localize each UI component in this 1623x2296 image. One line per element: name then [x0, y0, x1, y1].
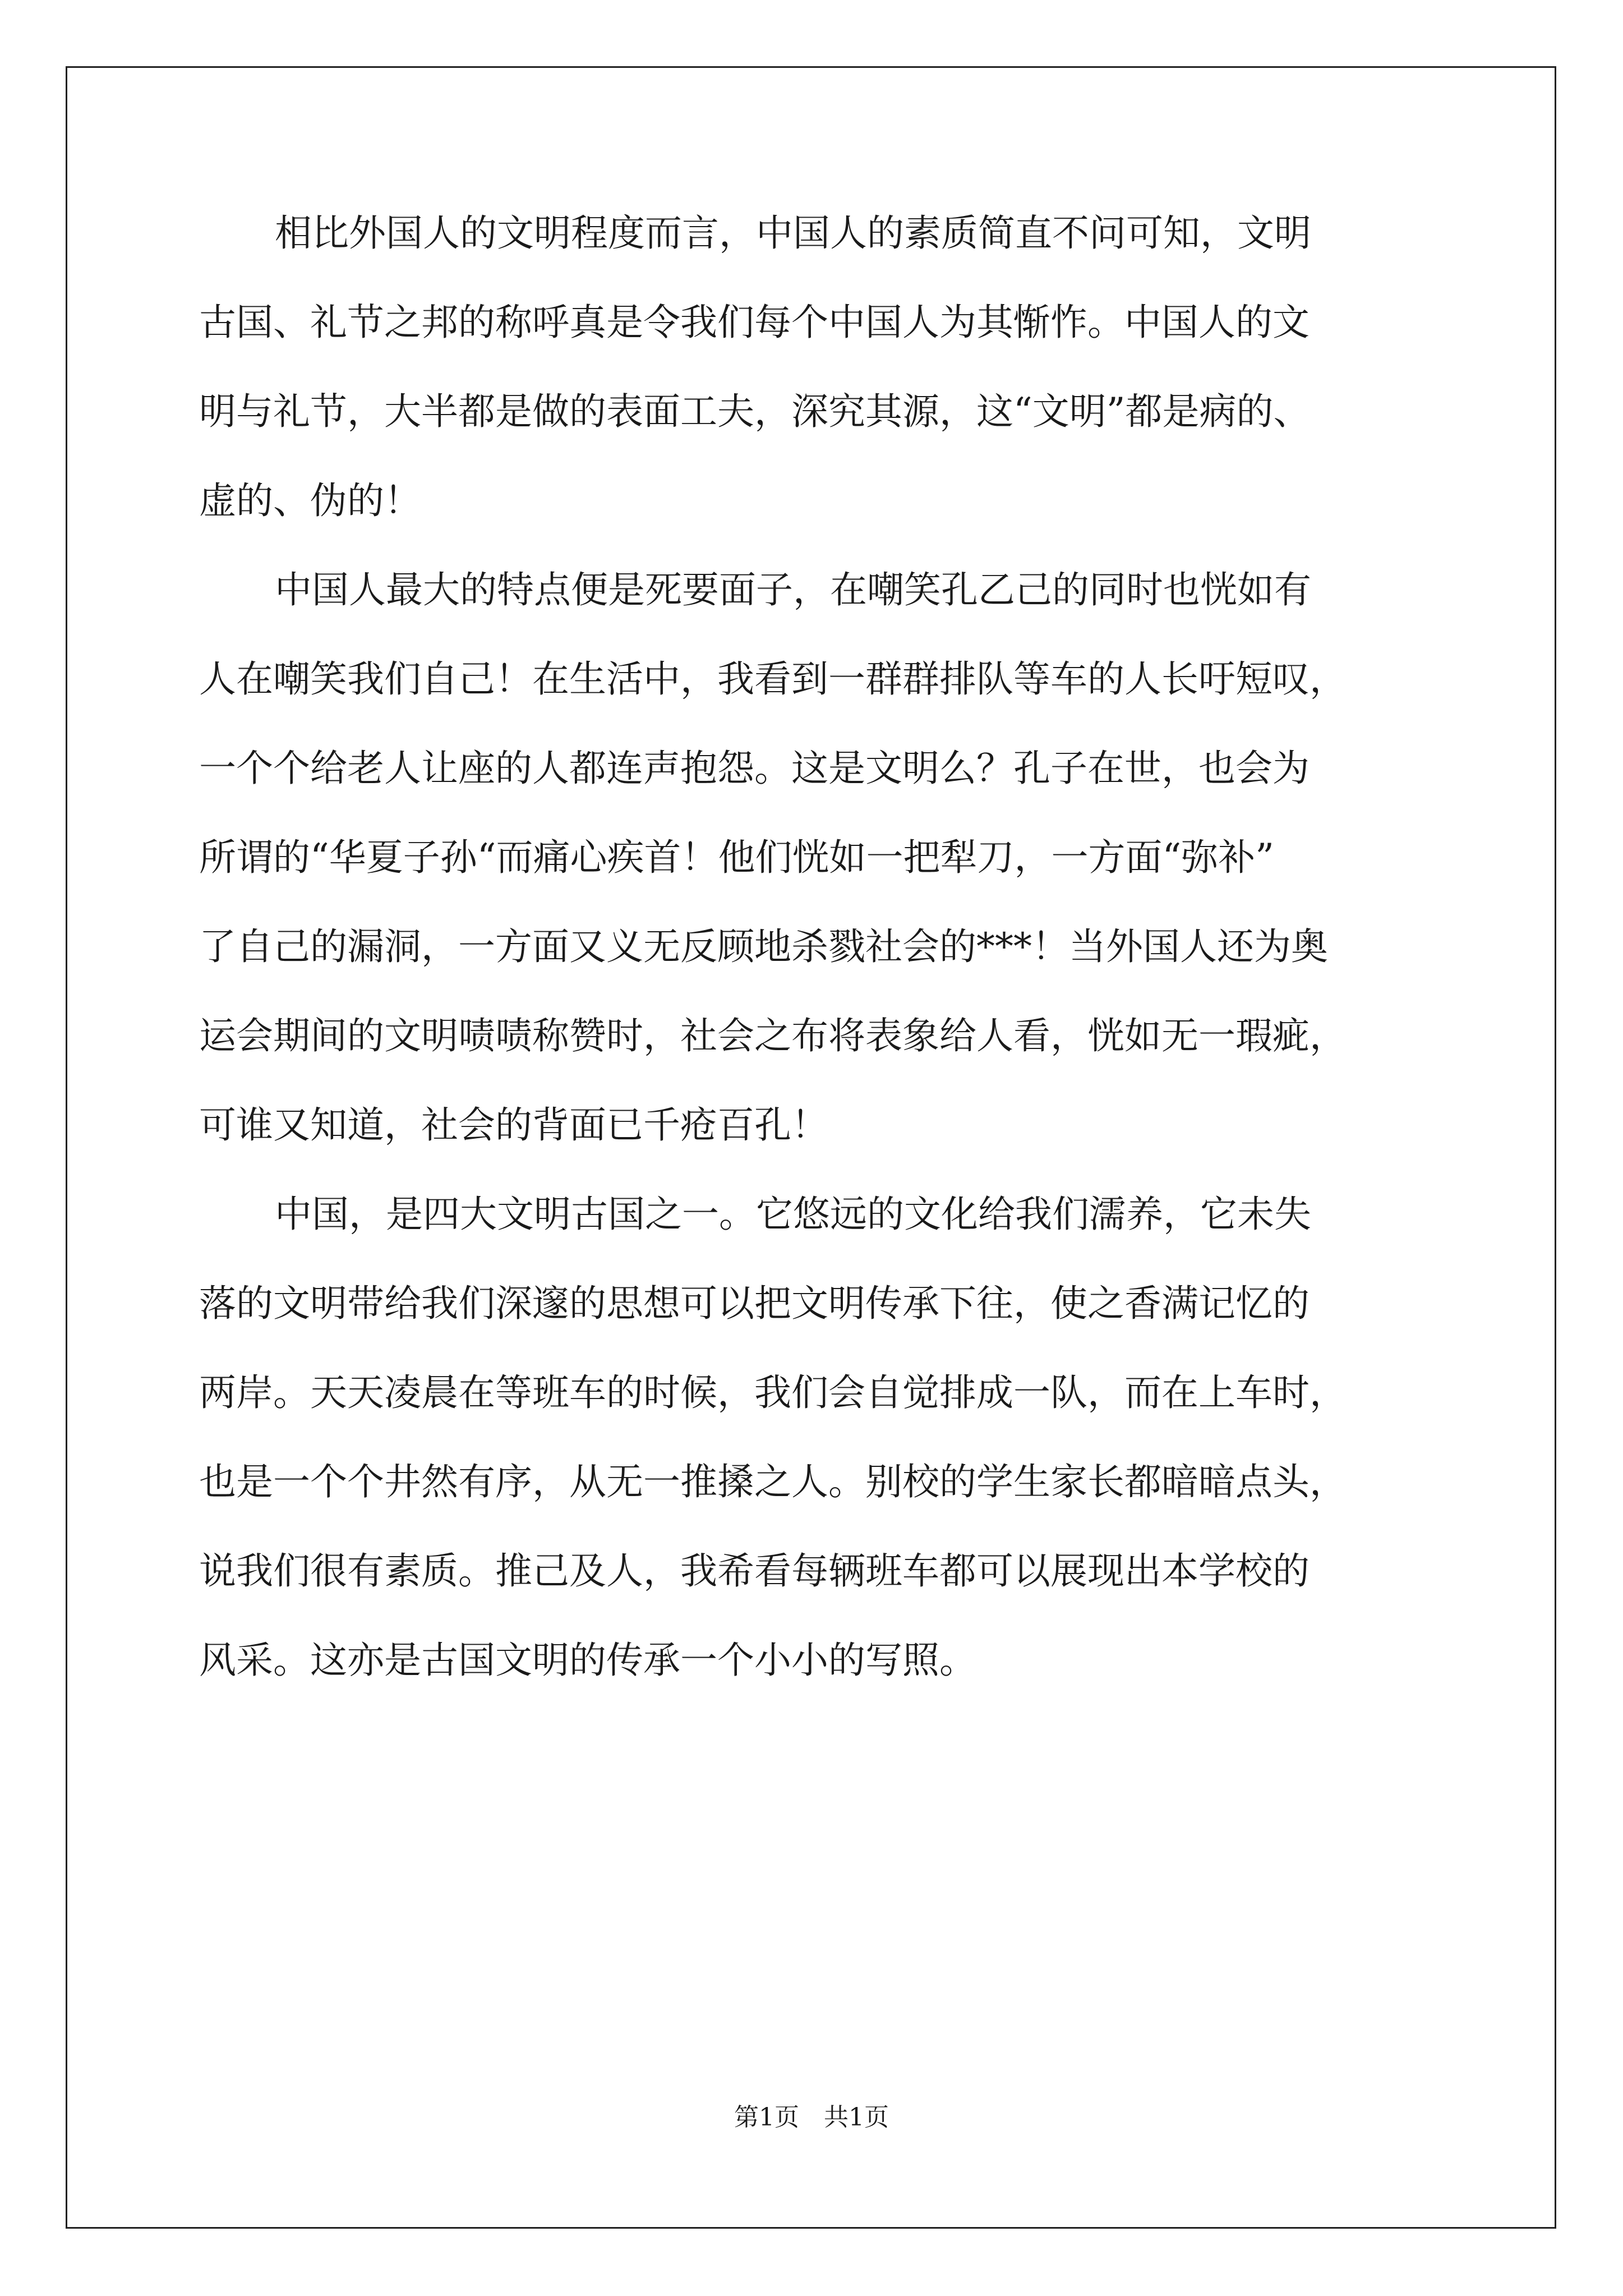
paragraph-2-line-3: 一个个给老人让座的人都连声抱怨。这是文明么？孔子在世，也会为: [199, 747, 1310, 790]
page-footer: 第1页 共1页: [734, 2103, 889, 2132]
paragraph-2-line-2: 人在嘲笑我们自己！在生活中，我看到一群群排队等车的人长吁短叹，: [199, 657, 1347, 701]
paragraph-3-line-3: 两岸。天天凌晨在等班车的时候，我们会自觉排成一队，而在上车时，: [199, 1371, 1347, 1414]
paragraph-2-line-1: 中国人最大的特点便是死要面子，在嘲笑孔乙己的同时也恍如有: [275, 568, 1311, 611]
paragraph-3-line-5: 说我们很有素质。推己及人，我希看每辆班车都可以展现出本学校的: [199, 1549, 1310, 1593]
paragraph-2-line-5: 了自己的漏洞，一方面又义无反顾地杀戮社会的***！当外国人还为奥: [199, 925, 1328, 968]
paragraph-2-line-7: 可谁又知道，社会的背面已千疮百孔！: [199, 1103, 828, 1147]
paragraph-3-line-6: 风采。这亦是古国文明的传承一个小小的写照。: [199, 1639, 976, 1682]
paragraph-1-line-4: 虚的、伪的！: [199, 479, 421, 522]
paragraph-1-line-2: 古国、礼节之邦的称呼真是令我们每个中国人为其惭怍。中国人的文: [199, 301, 1310, 344]
paragraph-2-line-4: 所谓的“华夏子孙“而痛心疾首！他们恍如一把犁刀，一方面“弥补”: [199, 836, 1274, 879]
paragraph-3-line-2: 落的文明带给我们深邃的思想可以把文明传承下往，使之香满记忆的: [199, 1282, 1310, 1325]
paragraph-2-line-6: 运会期间的文明啧啧称赞时，社会之布将表象给人看，恍如无一瑕疵，: [199, 1014, 1347, 1057]
paragraph-3-line-1: 中国，是四大文明古国之一。它悠远的文化给我们濡养，它未失: [275, 1193, 1311, 1236]
paragraph-1-line-1: 相比外国人的文明程度而言，中国人的素质简直不问可知，文明: [275, 211, 1311, 255]
paragraph-3-line-4: 也是一个个井然有序，从无一推搡之人。别校的学生家长都暗暗点头，: [199, 1460, 1347, 1503]
paragraph-1-line-3: 明与礼节，大半都是做的表面工夫，深究其源，这“文明”都是病的、: [199, 390, 1311, 433]
